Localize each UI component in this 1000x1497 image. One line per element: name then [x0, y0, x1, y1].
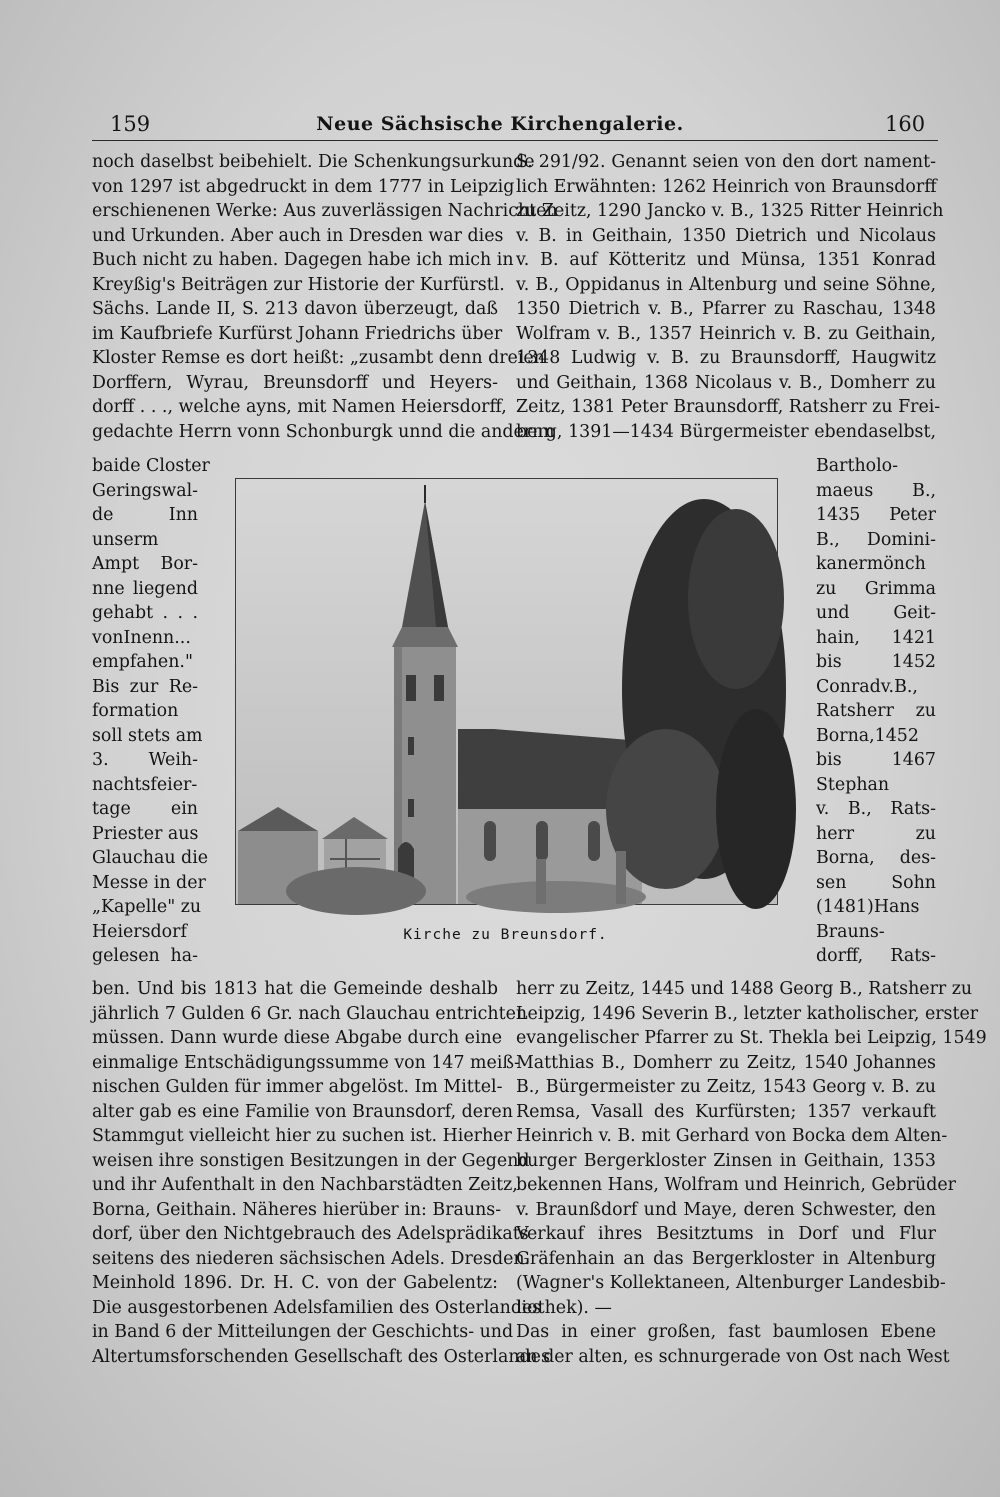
text-line: und Urkunden. Aber auch in Dresden war dies — [92, 225, 504, 246]
text-line: Bis zur Re- — [92, 676, 198, 697]
right-column-bottom — [516, 977, 987, 1369]
running-title: Neue Sächsische Kirchengalerie. — [316, 113, 684, 135]
text-line: Stephan — [816, 774, 890, 795]
text-line: Brauns- — [816, 921, 885, 942]
text-line: Dorffern, Wyrau, Breunsdorff und Heyers- — [92, 372, 498, 393]
text-line: zu Grimma — [816, 578, 936, 599]
text-line: B., Bürgermeister zu Zeitz, 1543 Georg v. B. zu — [516, 1077, 936, 1097]
text-line: weisen ihre sonstigen Besitzungen in der Gegend — [92, 1150, 530, 1171]
text-line: bekennen Hans, Wolfram und Heinrich, Gebrüder — [516, 1175, 956, 1195]
text-line: gelesen ha- — [92, 946, 198, 966]
text-line: Leipzig, 1496 Severin B., letzter katholischer, erster — [516, 1003, 979, 1024]
text-line: kanermönch — [816, 554, 926, 574]
text-line: und Geithain, 1368 Nicolaus v. B., Domherr zu — [516, 372, 936, 393]
text-line: in Band 6 der Mitteilungen der Geschichts- und — [92, 1322, 514, 1342]
text-line: einmalige Entschädigungssumme von 147 meiß- — [92, 1052, 520, 1073]
text-line: an der alten, es schnurgerade von Ost nach West — [516, 1346, 950, 1367]
text-line: Borna, des- — [816, 848, 936, 868]
text-line: Heiersdorf — [92, 921, 187, 942]
text-line: Gräfenhain an das Bergerkloster in Altenburg — [516, 1248, 936, 1269]
text-line: Altertumsforschenden Gesellschaft des Osterlandes — [92, 1346, 550, 1367]
text-line: Kloster Remse es dort heißt: „zusambt denn dreien — [92, 348, 545, 368]
text-line: v. B. in Geithain, 1350 Dietrich und Nicolaus — [516, 225, 936, 246]
text-line: jährlich 7 Gulden 6 Gr. nach Glauchau entrichten — [92, 1003, 528, 1024]
text-line: Geringswal- — [92, 480, 199, 501]
text-line: tage ein — [92, 799, 198, 819]
text-line: lich Erwähnten: 1262 Heinrich von Braunsdorff — [516, 176, 937, 197]
text-line: Wolfram v. B., 1357 Heinrich v. B. zu Geithain, — [516, 323, 936, 344]
text-line: und ihr Aufenthalt in den Nachbarstädten Zeitz, — [92, 1175, 518, 1195]
text-line: Meinhold 1896. Dr. H. C. von der Gabelentz: — [92, 1273, 498, 1293]
text-line: (Wagner's Kollektaneen, Altenburger Landesbib- — [516, 1273, 946, 1293]
text-line: v. Braunßdorf und Maye, deren Schwester, den — [516, 1199, 936, 1220]
text-line: ben. Und bis 1813 hat die Gemeinde deshalb — [92, 979, 498, 999]
page-number-left: 159 — [110, 112, 151, 136]
text-line: alter gab es eine Familie von Braunsdorf, deren — [92, 1101, 513, 1122]
text-line: 1435 Peter — [816, 505, 936, 525]
text-line: herr zu — [816, 823, 936, 844]
text-line: gedachte Herrn vonn Schonburgk unnd die andernn — [92, 421, 555, 442]
header-rule — [92, 140, 938, 141]
text-line: v. B. auf Kötteritz und Münsa, 1351 Konrad — [516, 250, 936, 270]
text-line: nne liegend — [92, 578, 198, 599]
text-line: im Kaufbriefe Kurfürst Johann Friedrichs über — [92, 323, 503, 344]
text-line: B., Domini- — [816, 529, 936, 550]
text-line: baide Closter — [92, 456, 210, 476]
text-line: Sächs. Lande II, S. 213 davon überzeugt, daß — [92, 299, 498, 319]
text-line: Glauchau die — [92, 848, 209, 868]
text-line: dorff . . ., welche ayns, mit Namen Heiersdorff, — [92, 397, 507, 417]
text-line: empfahen." — [92, 652, 193, 672]
text-line: berg, 1391—1434 Bürgermeister ebendaselbst, — [516, 421, 936, 442]
text-line: soll stets am — [92, 725, 203, 746]
text-line: erschienenen Werke: Aus zuverlässigen Nachrichten — [92, 201, 558, 221]
text-line: evangelischer Pfarrer zu St. Thekla bei Leipzig, 1549 — [516, 1028, 987, 1048]
text-line: Zeitz, 1381 Peter Braunsdorff, Ratsherr zu Frei- — [516, 397, 941, 417]
text-line: nachtsfeier- — [92, 774, 198, 795]
text-line: Heinrich v. B. mit Gerhard von Bocka dem Alten- — [516, 1126, 948, 1146]
text-line: Verkauf ihres Besitztums in Dorf und Flur — [516, 1224, 936, 1244]
text-line: Das in einer großen, fast baumlosen Ebene — [516, 1322, 936, 1342]
text-line: vonInenn... — [92, 627, 191, 648]
text-line: Borna,1452 — [816, 725, 919, 746]
text-line: Remsa, Vasall des Kurfürsten; 1357 verkauft — [516, 1101, 936, 1122]
text-line: gehabt . . . — [92, 603, 198, 623]
right-column-top — [516, 150, 944, 444]
left-column-bottom — [92, 977, 550, 1369]
text-line: liothek). — — [516, 1297, 612, 1318]
text-line: herr zu Zeitz, 1445 und 1488 Georg B., Ratsherr zu — [516, 979, 973, 999]
text-line: S. 291/92. Genannt seien von den dort nament- — [516, 152, 936, 172]
text-line: Borna, Geithain. Näheres hierüber in: Brauns- — [92, 1199, 502, 1220]
text-line: Buch nicht zu haben. Dagegen habe ich mich in — [92, 250, 514, 270]
text-line: maeus B., — [816, 480, 936, 501]
text-line: formation — [92, 701, 179, 721]
text-line: bis 1452 — [816, 652, 936, 672]
left-column-top — [92, 150, 558, 444]
text-line: v. B., Rats- — [816, 799, 936, 819]
left-narrow-column — [92, 454, 210, 969]
text-line: Stammgut vielleicht hier zu suchen ist. Hierher — [92, 1126, 512, 1146]
text-line: dorff, Rats- — [816, 946, 936, 966]
text-line: de Inn — [92, 505, 198, 525]
text-line: Conradv.B., — [816, 676, 918, 697]
page-number-right: 160 — [885, 112, 926, 136]
text-line: Kreyßig's Beiträgen zur Historie der Kurfürstl. — [92, 274, 505, 295]
text-line: Die ausgestorbenen Adelsfamilien des Osterlandes — [92, 1297, 542, 1318]
text-line: (1481)Hans — [816, 897, 920, 917]
text-line: und Geit- — [816, 603, 936, 623]
text-line: dorf, über den Nichtgebrauch des Adelsprädikats — [92, 1224, 529, 1244]
right-narrow-column — [816, 454, 936, 969]
text-line: von 1297 ist abgedruckt in dem 1777 in Leipzig — [92, 176, 515, 197]
photo-caption: Kirche zu Breunsdorf. — [403, 927, 608, 943]
text-line: burger Bergerkloster Zinsen in Geithain, 1353 — [516, 1150, 936, 1171]
text-line: hain, 1421 — [816, 627, 936, 648]
text-line: müssen. Dann wurde diese Abgabe durch eine — [92, 1028, 503, 1048]
text-line: zu Zeitz, 1290 Jancko v. B., 1325 Ritter Heinrich — [516, 201, 944, 221]
text-line: „Kapelle" zu — [92, 897, 202, 917]
text-line: Messe in der — [92, 872, 206, 893]
text-line: 3. Weih- — [92, 750, 198, 770]
text-line: noch daselbst beibehielt. Die Schenkungsurkunde — [92, 152, 535, 172]
text-line: 1350 Dietrich v. B., Pfarrer zu Raschau, 1348 — [516, 299, 936, 319]
text-line: Bartholo- — [816, 456, 899, 476]
text-line: sen Sohn — [816, 872, 936, 893]
text-line: unserm — [92, 529, 159, 550]
text-line: Priester aus — [92, 823, 199, 844]
text-line: v. B., Oppidanus in Altenburg und seine Söhne, — [516, 274, 936, 295]
text-line: Matthias B., Domherr zu Zeitz, 1540 Johannes — [516, 1052, 936, 1073]
text-line: 1348 Ludwig v. B. zu Braunsdorff, Haugwitz — [516, 348, 936, 368]
text-line: Ratsherr zu — [816, 701, 936, 721]
text-line: bis 1467 — [816, 750, 936, 770]
text-line: Ampt Bor- — [92, 554, 198, 574]
church-photograph — [235, 478, 778, 905]
text-line: nischen Gulden für immer abgelöst. Im Mittel- — [92, 1077, 503, 1097]
text-line: seitens des niederen sächsischen Adels. Dresden. — [92, 1248, 531, 1269]
